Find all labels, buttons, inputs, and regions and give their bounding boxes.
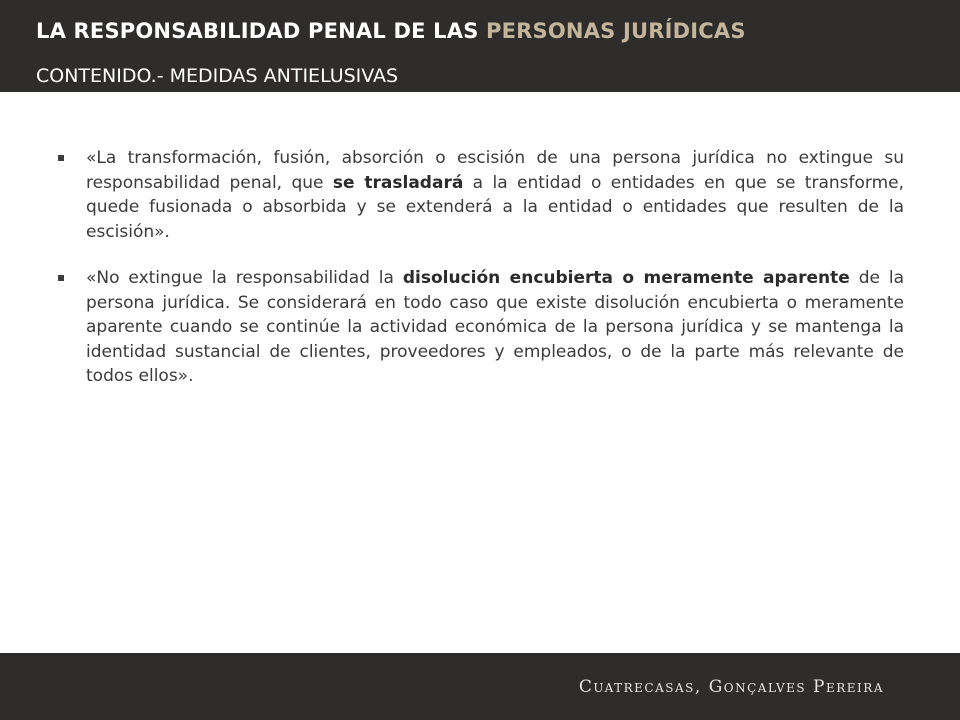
bullet-text-before: «La transformación, fusión, absorción o escisión de una persona jurídica no extingue su responsabilidad penal, que: [86, 148, 904, 193]
bullet-text-before: «No extingue la responsabilidad la: [86, 268, 403, 288]
title-accent: PERSONAS JURÍDICAS: [486, 19, 746, 43]
square-bullet-icon: [58, 155, 64, 161]
title-main: LA RESPONSABILIDAD PENAL DE LAS: [36, 19, 487, 43]
brand-logo-text: Cuatrecasas, Gonçalves Pereira: [578, 677, 884, 697]
bullet-item-transformation: [58, 146, 904, 244]
content-area: [58, 146, 904, 411]
bullet-text-bold: se trasladará: [332, 172, 464, 193]
footer-bar: [0, 653, 960, 720]
bullet-text-after: de la persona jurídica. Se considerará en todo caso que existe disolución encubierta o meramente aparente cuando se continúe la actividad económica de la persona jurídica y se mantenga la identidad sustancial de clientes, proveedores y empleados, o de la parte más relevante de todos ellos».: [86, 268, 905, 386]
bullet-text-bold: disolución encubierta o meramente aparente: [402, 268, 850, 288]
header-bar: [0, 0, 960, 92]
bullet-item-dissolution: [58, 266, 904, 389]
bullet-text-after: a la entidad o entidades en que se transforme, quede fusionada o absorbida y se extenderá a la entidad o entidades que resulten de la escisión».: [86, 172, 904, 242]
page-subtitle: CONTENIDO.- MEDIDAS ANTIELUSIVAS: [36, 65, 399, 87]
page-title: [36, 19, 746, 43]
square-bullet-icon: [58, 275, 64, 281]
